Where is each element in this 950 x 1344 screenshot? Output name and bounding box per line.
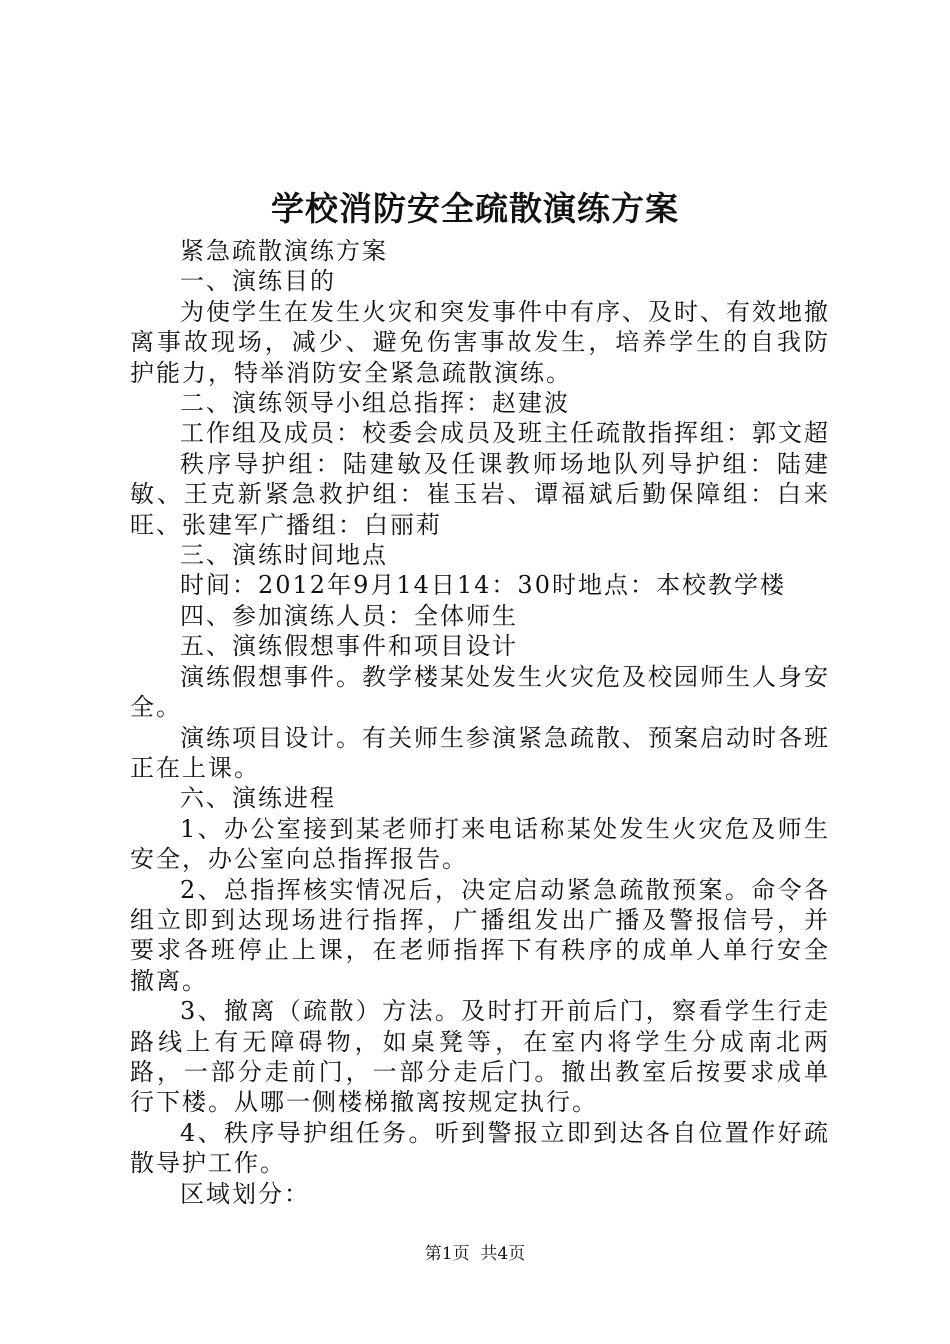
paragraph-subtitle: 紧急疏散演练方案 bbox=[180, 237, 388, 265]
paragraph-step-3: 3、撤离（疏散）方法。及时打开前后门，察看学生行走路线上有无障碍物，如桌凳等，在室内将学生分成南北两路，一部分走前门，一部分走后门。撤出教室后按要求成单行下楼。从哪一侧楼梯撤离按规定执行。 bbox=[130, 997, 830, 1117]
paragraph-area-division: 区域划分： bbox=[180, 1179, 310, 1208]
section-heading-leadership: 二、演练领导小组总指挥：赵建波 bbox=[180, 389, 570, 418]
paragraph-time-place: 时间：2012年9月14日14：30时地点：本校教学楼 bbox=[180, 571, 786, 600]
page-number-footer: 第1页 共4页 bbox=[424, 1244, 526, 1264]
section-heading-process: 六、演练进程 bbox=[180, 784, 336, 813]
paragraph-purpose: 为使学生在发生火灾和突发事件中有序、及时、有效地撤离事故现场，减少、避免伤害事故发生，培养学生的自我防护能力，特举消防安全紧急疏散演练。 bbox=[130, 297, 830, 387]
paragraph-step-1: 1、办公室接到某老师打来电话称某处发生火灾危及师生安全，办公室向总指挥报告。 bbox=[130, 814, 830, 874]
section-heading-scenario: 五、演练假想事件和项目设计 bbox=[180, 632, 518, 661]
paragraph-scenario: 演练假想事件。教学楼某处发生火灾危及校园师生人身安全。 bbox=[130, 662, 830, 722]
paragraph-work-group: 工作组及成员：校委会成员及班主任疏散指挥组：郭文超 bbox=[180, 419, 830, 448]
section-heading-participants: 四、参加演练人员：全体师生 bbox=[180, 601, 518, 630]
paragraph-groups: 秩序导护组：陆建敏及任课教师场地队列导护组：陆建敏、王克新紧急救护组：崔玉岩、谭福斌后勤保障组：白来旺、张建军广播组：白丽莉 bbox=[130, 449, 830, 539]
paragraph-step-4: 4、秩序导护组任务。听到警报立即到达各自位置作好疏散导护工作。 bbox=[130, 1118, 830, 1178]
paragraph-step-2: 2、总指挥核实情况后，决定启动紧急疏散预案。命令各组立即到达现场进行指挥，广播组发出广播及警报信号，并要求各班停止上课，在老师指挥下有秩序的成单人单行安全撤离。 bbox=[130, 875, 830, 995]
paragraph-design: 演练项目设计。有关师生参演紧急疏散、预案启动时各班正在上课。 bbox=[130, 723, 830, 782]
document-body bbox=[130, 236, 830, 1209]
page-title: 学校消防安全疏散演练方案 bbox=[271, 189, 679, 228]
section-heading-time-place: 三、演练时间地点 bbox=[180, 541, 388, 570]
section-heading-purpose: 一、演练目的 bbox=[180, 267, 336, 296]
